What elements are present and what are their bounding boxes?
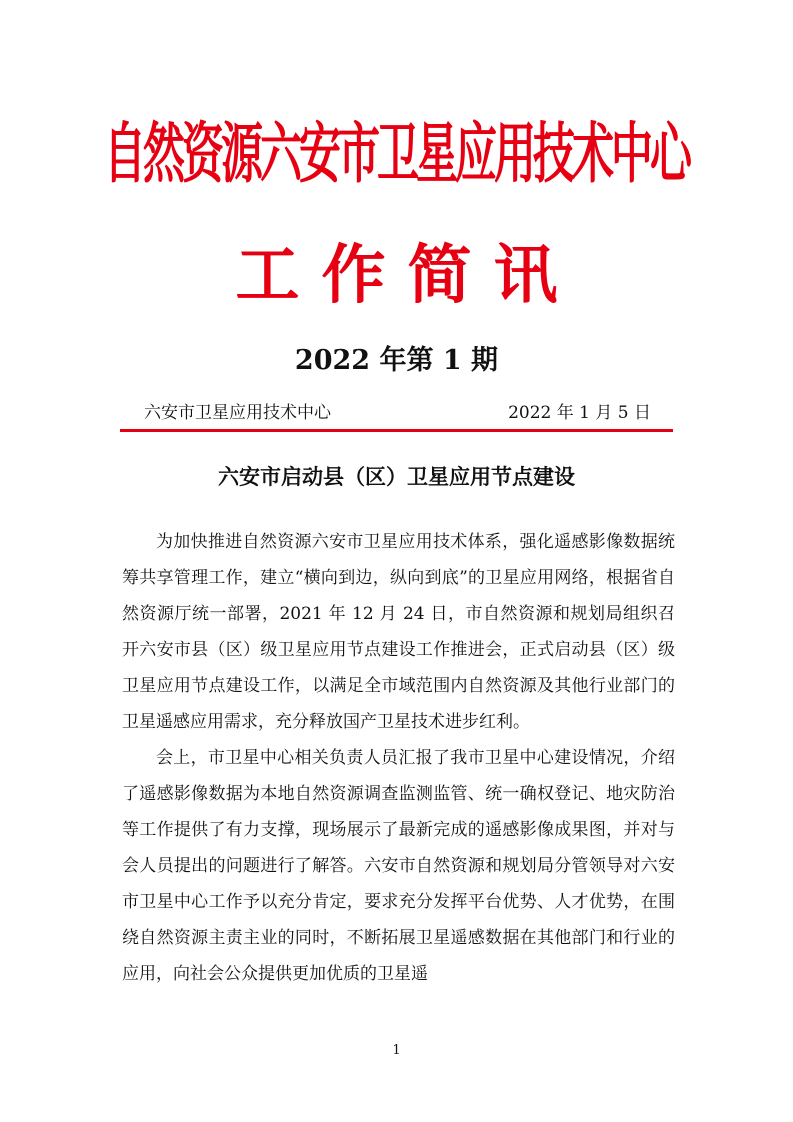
article-body — [122, 524, 675, 992]
article-paragraph-2: 会上，市卫星中心相关负责人员汇报了我市卫星中心建设情况，介绍了遥感影像数据为本地自然资源调查监测监管、统一确权登记、地灾防治等工作提供了有力支撑，现场展示了最新完成的遥感影像成果图，并对与会人员提出的问题进行了解答。六安市自然资源和规划局分管领导对六安市卫星中心工作予以充分肯定，要求充分发挥平台优势、人才优势，在围绕自然资源主责主业的同时，不断拓展卫星遥感数据在其他部门和行业的应用，向社会公众提供更加优质的卫星遥 — [122, 748, 675, 984]
issue-date: 2022 年 1 月 5 日 — [508, 403, 651, 423]
red-divider-line — [120, 429, 673, 432]
article-paragraph-1: 为加快推进自然资源六安市卫星应用技术体系，强化遥感影像数据统筹共享管理工作，建立“横向到边，纵向到底”的卫星应用网络，根据省自然资源厅统一部署，2021 年 12 月 24 日，市自然资源和规划局组织召开六安市县（区）级卫星应用节点建设工作推进会，正式启动县（区）级卫星应用节点建设工作，以满足全市域范围内自然资源及其他行业部门的卫星遥感应用需求，充分释放国产卫星技术进步红利。 — [122, 532, 675, 732]
issuer-name: 六安市卫星应用技术中心 — [144, 403, 331, 423]
issue-number: 2022 年第 1 期 — [294, 345, 499, 376]
article-title: 六安市启动县（区）卫星应用节点建设 — [218, 464, 575, 489]
masthead-organization: 自然资源六安市卫星应用技术中心 — [103, 115, 689, 192]
issuer-date-row — [120, 401, 673, 425]
masthead-title: 工作简讯 — [235, 239, 580, 313]
page-number: 1 — [392, 1043, 401, 1058]
